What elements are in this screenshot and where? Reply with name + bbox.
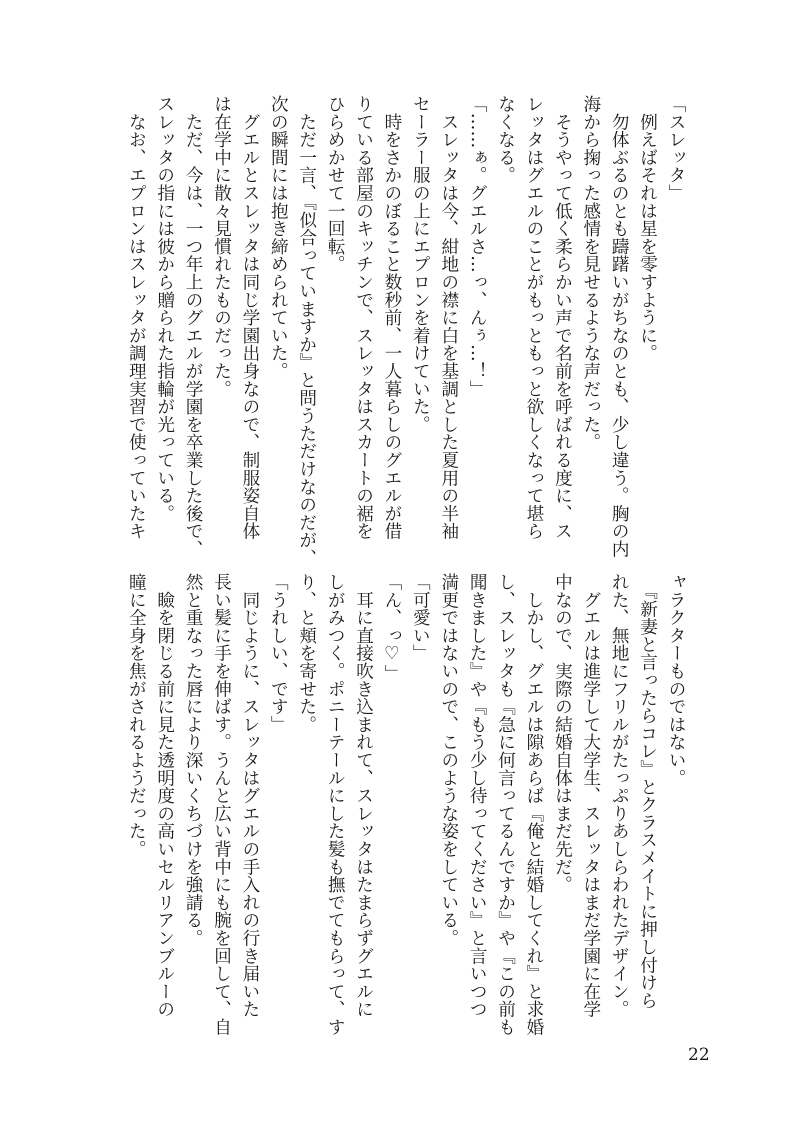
text-line: そうやって低く柔らかい声で名前を呼ばれる度に、ス xyxy=(552,95,573,540)
text-line: スレッタは今、紺地の襟に白を基調とした夏用の半袖 xyxy=(438,95,459,540)
text-line: 海から掬った感情を見せるような声だった。 xyxy=(580,95,601,451)
text-line: グエルとスレッタは同じ学園出身なので、制服姿自体 xyxy=(239,95,260,540)
text-line: 時をさかのぼること数秒前、一人暮らしのグエルが借 xyxy=(381,95,402,540)
text-line: 「ん、っ♡」 xyxy=(381,573,402,683)
text-line: 然と重なった唇により深いくちづけを強請る。 xyxy=(183,573,204,947)
text-line: ただ、今は、一つ年上のグエルが学園を卒業した後で、 xyxy=(183,95,204,558)
text-line: 『新妻と言ったらコレ』とクラスメイトに押し付けら xyxy=(637,573,658,1010)
top-text-block xyxy=(122,95,690,567)
bottom-text-block xyxy=(122,573,690,1036)
text-line: 瞼を閉じる前に見た透明度の高いセルリアンブルーの xyxy=(154,573,175,1018)
text-line: り、と頬を寄せた。 xyxy=(296,573,317,734)
text-line: 長い髪に手を伸ばす。うんと広い背中にも腕を回して、自 xyxy=(211,573,232,1036)
text-line: 同じように、スレッタはグエルの手入れの行き届いた xyxy=(239,573,260,1018)
text-line: 例えばそれは星を零すように。 xyxy=(637,95,658,362)
text-line: 中なので、実際の結婚自体はまだ先だ。 xyxy=(552,573,573,894)
text-line: 聞きました』や『もう少し待ってください』と言いつつ xyxy=(467,573,488,1018)
text-line: は在学中に散々見慣れたものだった。 xyxy=(211,95,232,398)
text-line: グエルは進学して大学生、スレッタはまだ学園に在学 xyxy=(580,573,601,1018)
text-line: ひらめかせて一回転。 xyxy=(325,95,346,273)
text-line: 「可愛い」 xyxy=(410,573,431,662)
text-line: し、スレッタも『急に何言ってるんですか』や『この前も xyxy=(495,573,516,1036)
text-line: しかし、グエルは隙あらば『俺と結婚してくれ』と求婚 xyxy=(523,573,544,1036)
text-line: りている部屋のキッチンで、スレッタはスカートの裾を xyxy=(353,95,374,540)
text-line: なお、エプロンはスレッタが調理実習で使っていたキ xyxy=(126,95,147,540)
text-line: 「スレッタ」 xyxy=(666,95,686,202)
text-line: レッタはグエルのことがもっともっと欲しくなって堪ら xyxy=(523,95,544,540)
text-line: ただ一言、『似合っていますか』と問うただけなのだが、 xyxy=(296,95,317,567)
text-line: 勿体ぶるのとも躊躇いがちなのとも、少し違う。胸の内 xyxy=(609,95,630,558)
text-line: なくなる。 xyxy=(495,95,516,184)
text-line: ャラクターものではない。 xyxy=(666,573,686,787)
text-line: セーラー服の上にエプロンを着けていた。 xyxy=(410,95,431,434)
text-line: れた、無地にフリルがたっぷりあしらわれたデザイン。 xyxy=(609,573,630,1018)
page-number: 22 xyxy=(688,1045,710,1065)
text-line: 瞳に全身を焦がされるようだった。 xyxy=(126,573,147,858)
text-line: 耳に直接吹き込まれて、スレッタはたまらずグエルに xyxy=(353,573,374,1018)
text-line: 満更ではないので、このような姿をしている。 xyxy=(438,573,459,947)
text-line: 「うれしい、です」 xyxy=(268,573,289,734)
text-line: 次の瞬間には抱き締められていた。 xyxy=(268,95,289,380)
text-line: しがみつく。ポニーテールにした髪も撫でてもらって、す xyxy=(325,573,346,1036)
text-line: 「……ぁ。グエルさ…っ、んぅ…！」 xyxy=(467,95,488,398)
text-line: スレッタの指には彼から贈られた指輪が光っている。 xyxy=(154,95,175,523)
